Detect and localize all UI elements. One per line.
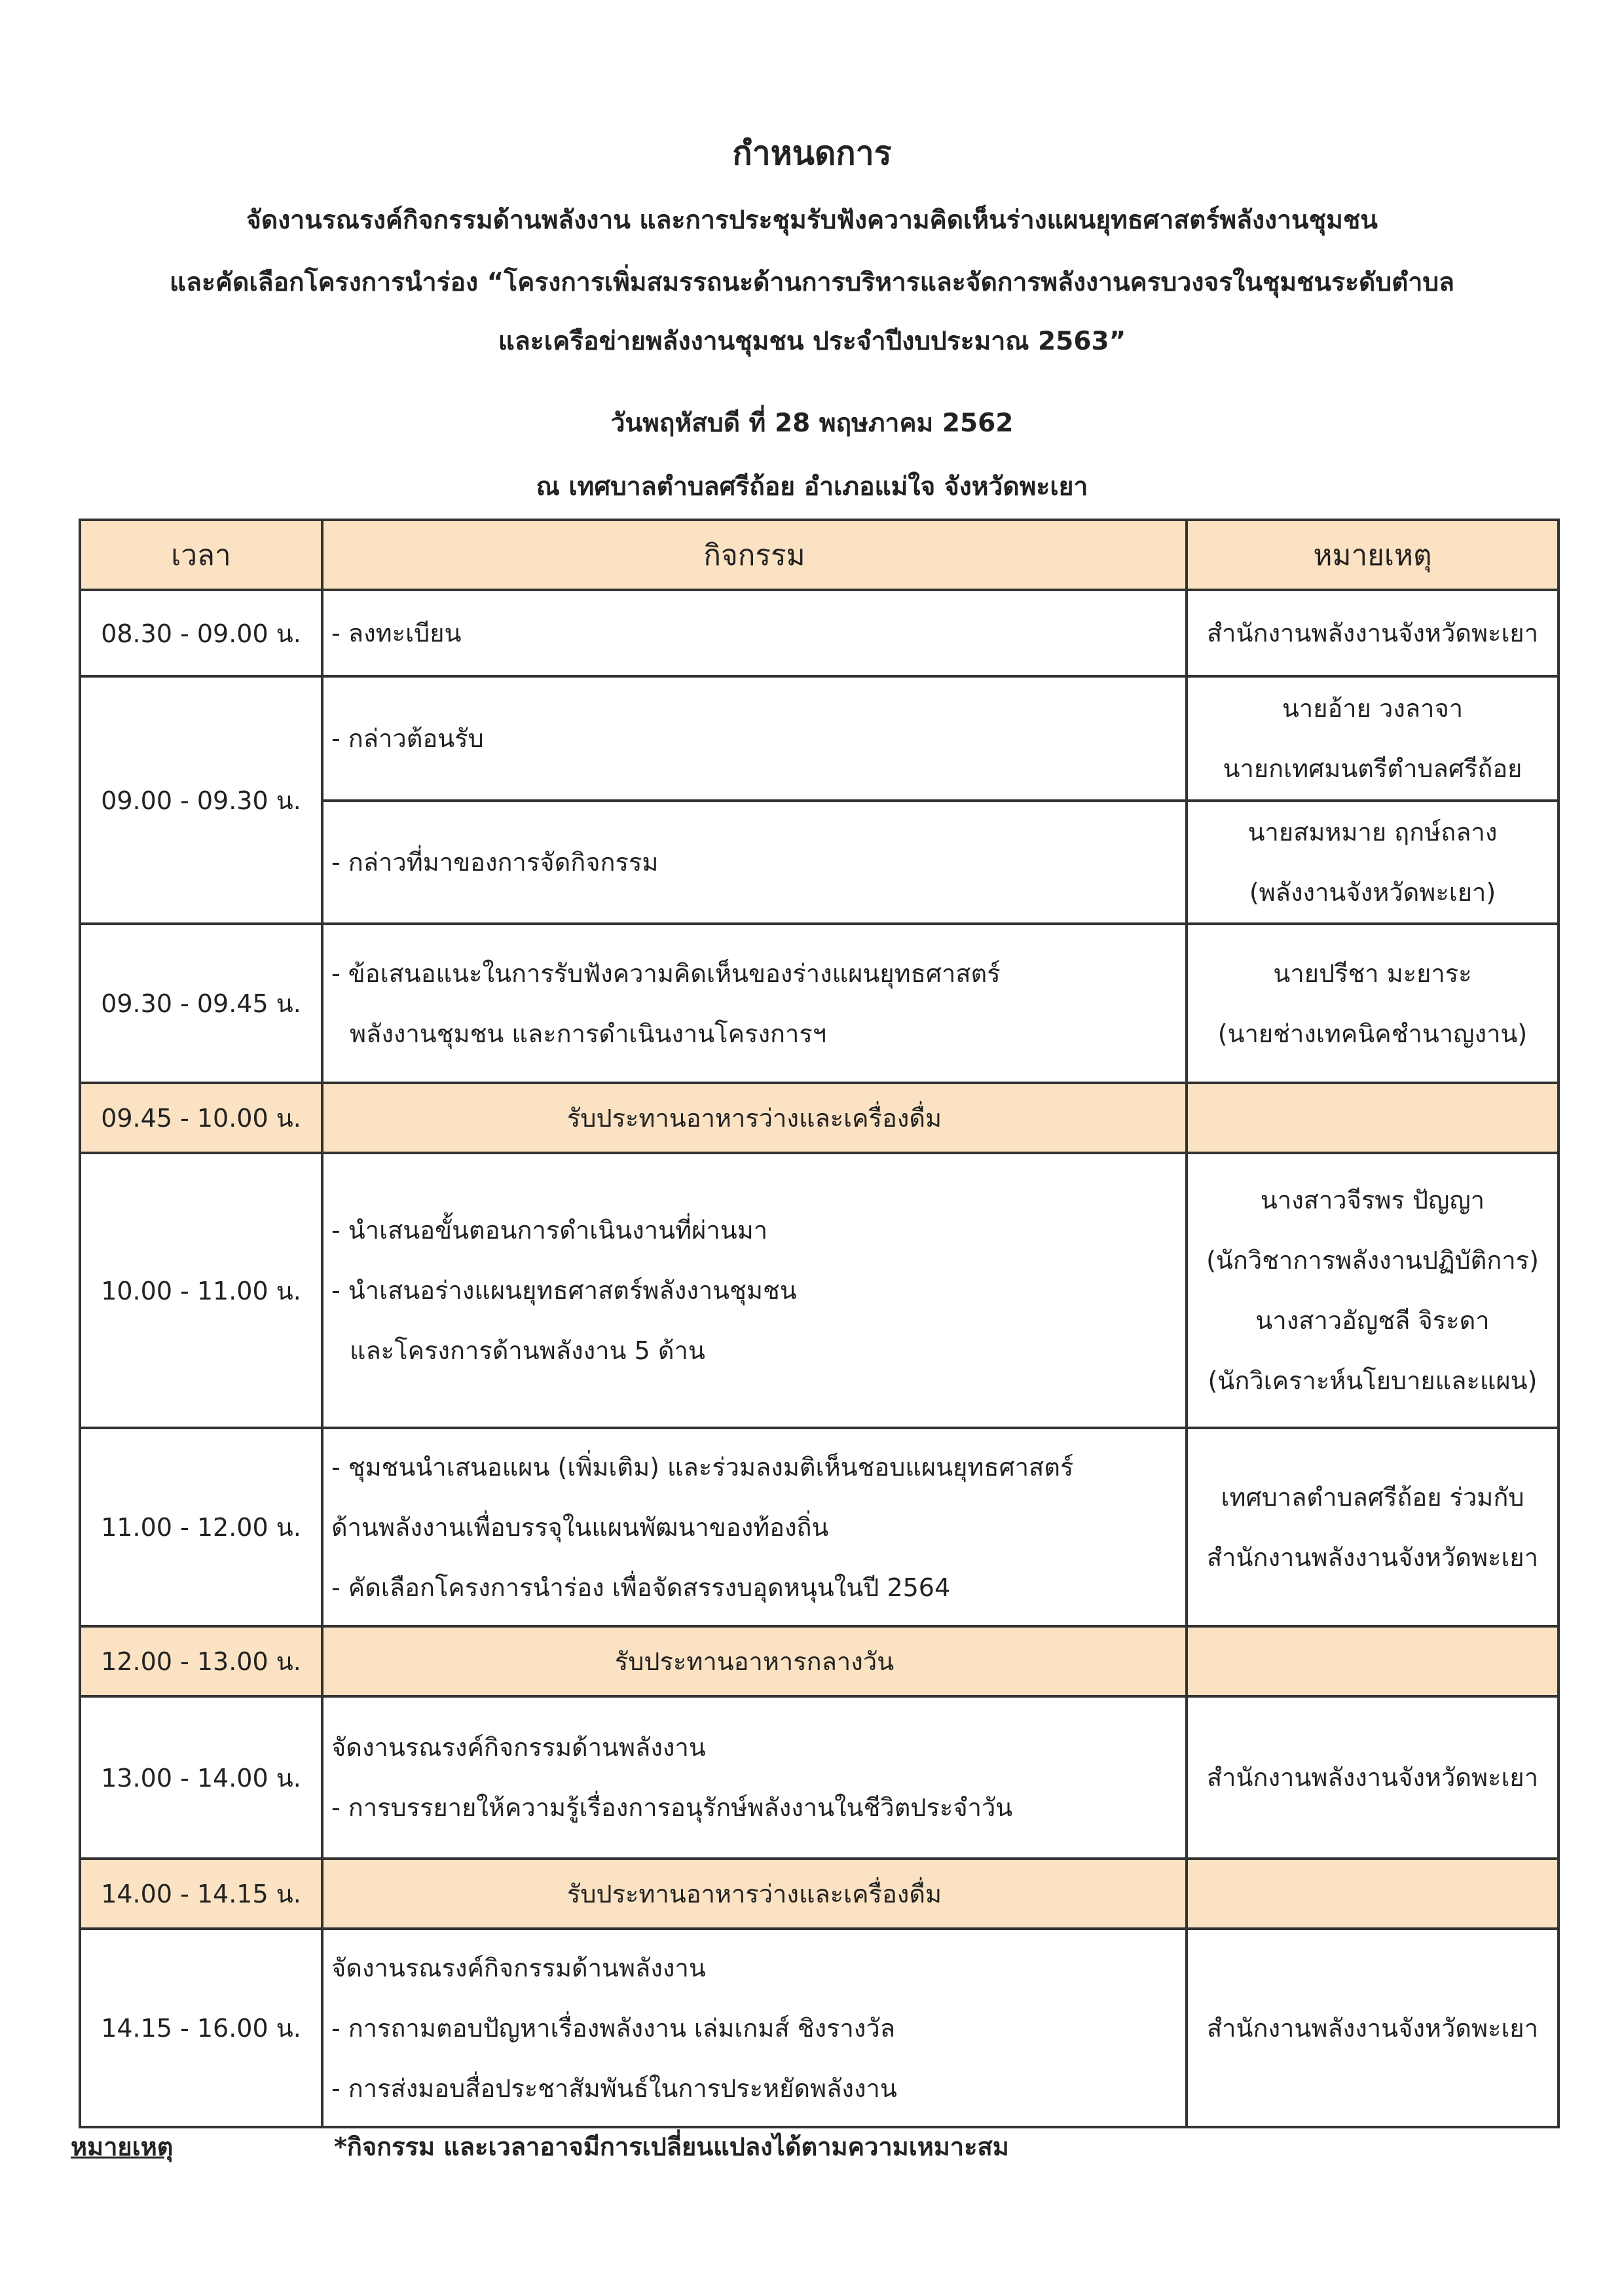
break-row	[80, 1859, 1559, 1929]
note-line: นายอ้าย วงลาจา	[1282, 694, 1464, 723]
activity-line: จัดงานรณรงค์กิจกรรมด้านพลังงาน	[331, 1733, 706, 1762]
column-header-time: เวลา	[80, 520, 322, 590]
table-row	[80, 590, 1559, 676]
row-note	[1187, 1428, 1559, 1626]
row-note	[1187, 1929, 1559, 2127]
row-note-empty	[1187, 1083, 1559, 1153]
table-row	[80, 924, 1559, 1083]
row-time: 14.00 - 14.15 น.	[80, 1859, 322, 1929]
table-header-row	[80, 520, 1559, 590]
row-time: 08.30 - 09.00 น.	[80, 590, 322, 676]
column-header-activity: กิจกรรม	[322, 520, 1187, 590]
table-row	[80, 1696, 1559, 1859]
row-note-empty	[1187, 1859, 1559, 1929]
row-activity	[322, 1428, 1187, 1626]
table-row	[80, 1929, 1559, 2127]
activity-line: - ข้อเสนอแนะในการรับฟังความคิดเห็นของร่างแผนยุทธศาสตร์	[331, 958, 1001, 988]
column-header-note: หมายเหตุ	[1187, 520, 1559, 590]
activity-line: - คัดเลือกโครงการนำร่อง เพื่อจัดสรรงบอุดหนุนในปี 2564	[331, 1573, 951, 1602]
row-activity	[322, 1929, 1187, 2127]
activity-line: - กล่าวต้อนรับ	[331, 724, 484, 753]
activity-line: - นำเสนอร่างแผนยุทธศาสตร์พลังงานชุมชน	[331, 1276, 797, 1305]
row-activity	[322, 676, 1187, 801]
break-row	[80, 1626, 1559, 1696]
row-note	[1187, 676, 1559, 801]
event-venue: ณ เทศบาลตำบลศรีถ้อย อำเภอแม่ใจ จังหวัดพะเยา	[536, 472, 1088, 501]
note-line: สำนักงานพลังงานจังหวัดพะเยา	[1206, 1542, 1539, 1572]
schedule-table	[79, 519, 1560, 2128]
header-line-2: และคัดเลือกโครงการนำร่อง “โครงการเพิ่มสมรรถนะด้านการบริหารและจัดการพลังงานครบวงจรในชุมชนระดับตำบล	[169, 268, 1455, 297]
note-line: (นายช่างเทคนิคชำนาญงาน)	[1217, 1019, 1528, 1048]
activity-line: - การส่งมอบสื่อประชาสัมพันธ์ในการประหยัดพลังงาน	[331, 2073, 897, 2103]
note-line: นายสมหมาย ฤกษ์ถลาง	[1247, 818, 1498, 847]
note-line: นายกเทศมนตรีตำบลศรีถ้อย	[1223, 754, 1522, 783]
note-line: นายปรีชา มะยาระ	[1273, 958, 1472, 988]
table-row	[80, 1153, 1559, 1428]
activity-line: - การถามตอบปัญหาเรื่องพลังงาน เล่มเกมส์ ชิงรางวัล	[331, 2013, 895, 2043]
row-time: 13.00 - 14.00 น.	[80, 1696, 322, 1859]
row-note	[1187, 801, 1559, 924]
footer-note-label: หมายเหตุ	[71, 2132, 174, 2161]
row-time: 10.00 - 11.00 น.	[80, 1153, 322, 1428]
row-time: 09.00 - 09.30 น.	[80, 676, 322, 924]
activity-line: - ลงทะเบียน	[331, 619, 462, 647]
row-time: 12.00 - 13.00 น.	[80, 1626, 322, 1696]
row-time: 09.30 - 09.45 น.	[80, 924, 322, 1083]
table-row	[80, 676, 1559, 801]
row-note-empty	[1187, 1626, 1559, 1696]
row-note	[1187, 590, 1559, 676]
row-time: 09.45 - 10.00 น.	[80, 1083, 322, 1153]
note-line: นางสาวอัญชลี จิระดา	[1255, 1306, 1490, 1335]
note-line: สำนักงานพลังงานจังหวัดพะเยา	[1206, 1763, 1539, 1792]
note-line: เทศบาลตำบลศรีถ้อย ร่วมกับ	[1221, 1482, 1524, 1512]
header-line-3: และเครือข่ายพลังงานชุมชน ประจำปีงบประมาณ 2563”	[498, 327, 1126, 356]
row-time: 11.00 - 12.00 น.	[80, 1428, 322, 1626]
break-activity: รับประทานอาหารว่างและเครื่องดื่ม	[322, 1083, 1187, 1153]
activity-line: และโครงการด้านพลังงาน 5 ด้าน	[350, 1336, 705, 1365]
row-time: 14.15 - 16.00 น.	[80, 1929, 322, 2127]
row-note	[1187, 1153, 1559, 1428]
note-line: (พลังงานจังหวัดพะเยา)	[1249, 878, 1496, 907]
note-line: นางสาวจีรพร ปัญญา	[1260, 1186, 1485, 1214]
header-line-1: จัดงานรณรงค์กิจกรรมด้านพลังงาน และการประชุมรับฟังความคิดเห็นร่างแผนยุทธศาสตร์พลังงานชุมชน	[246, 206, 1378, 235]
row-note	[1187, 924, 1559, 1083]
activity-line: จัดงานรณรงค์กิจกรรมด้านพลังงาน	[331, 1953, 706, 1982]
activity-line: - ชุมชนนำเสนอแผน (เพิ่มเติม) และร่วมลงมติเห็นชอบแผนยุทธศาสตร์	[331, 1452, 1074, 1482]
activity-line: พลังงานชุมชน และการดำเนินงานโครงการฯ	[350, 1019, 827, 1048]
row-activity	[322, 1696, 1187, 1859]
activity-line: ด้านพลังงานเพื่อบรรจุในแผนพัฒนาของท้องถิ่น	[331, 1512, 829, 1542]
break-row	[80, 1083, 1559, 1153]
table-row	[80, 1428, 1559, 1626]
note-line: (นักวิชาการพลังงานปฏิบัติการ)	[1206, 1246, 1539, 1275]
note-line: สำนักงานพลังงานจังหวัดพะเยา	[1206, 619, 1539, 647]
row-note	[1187, 1696, 1559, 1859]
break-activity: รับประทานอาหารว่างและเครื่องดื่ม	[322, 1859, 1187, 1929]
event-date: วันพฤหัสบดี ที่ 28 พฤษภาคม 2562	[610, 409, 1014, 438]
break-activity: รับประทานอาหารกลางวัน	[322, 1626, 1187, 1696]
row-activity	[322, 590, 1187, 676]
note-line: (นักวิเคราะห์นโยบายและแผน)	[1208, 1366, 1538, 1395]
activity-line: - นำเสนอขั้นตอนการดำเนินงานที่ผ่านมา	[331, 1216, 768, 1245]
row-activity	[322, 1153, 1187, 1428]
row-activity	[322, 801, 1187, 924]
document-title: กำหนดการ	[732, 134, 892, 172]
activity-line: - กล่าวที่มาของการจัดกิจกรรม	[331, 848, 659, 877]
activity-line: - การบรรยายให้ความรู้เรื่องการอนุรักษ์พลังงานในชีวิตประจำวัน	[331, 1793, 1013, 1822]
note-line: สำนักงานพลังงานจังหวัดพะเยา	[1206, 2013, 1539, 2043]
row-activity	[322, 924, 1187, 1083]
footer-note-text: *กิจกรรม และเวลาอาจมีการเปลี่ยนแปลงได้ตามความเหมาะสม	[334, 2132, 1009, 2161]
